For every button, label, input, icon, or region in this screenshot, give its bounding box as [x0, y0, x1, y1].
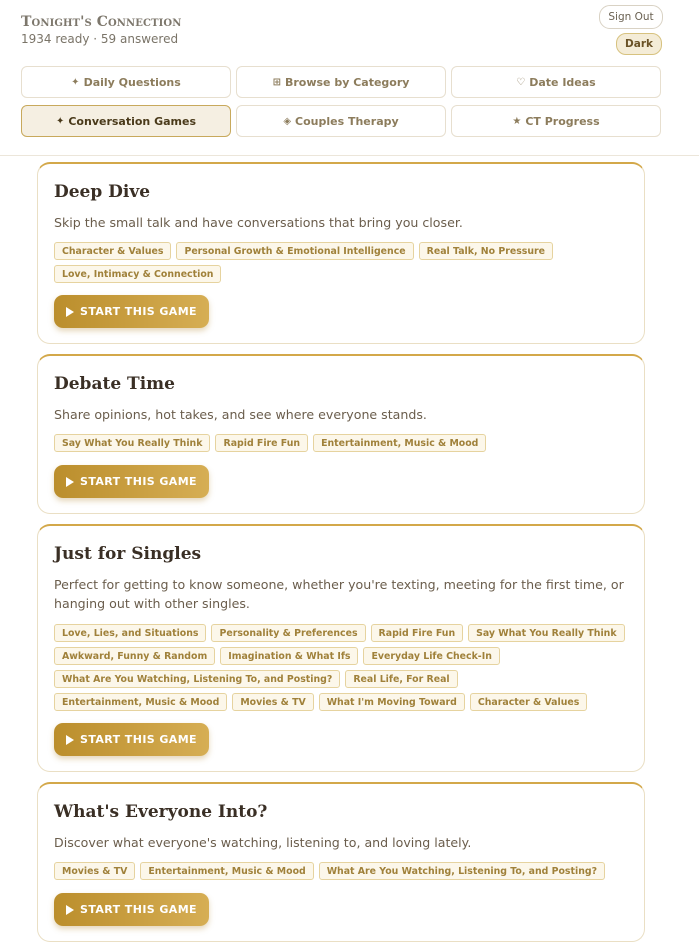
game-title: Just for Singles	[54, 544, 202, 564]
tab-conversation-games[interactable]	[21, 105, 231, 137]
tag-list	[54, 862, 630, 880]
game-card-whats-everyone-into	[37, 782, 645, 942]
category-tag: Rapid Fire Fun	[371, 624, 464, 642]
category-tag: Everyday Life Check-In	[363, 647, 499, 665]
game-description: Perfect for getting to know someone, whether you're texting, meeting for the first time, or hanging out with other singles.	[54, 577, 624, 611]
start-button-label: START THIS GAME	[80, 305, 197, 318]
category-tag: Movies & TV	[54, 862, 135, 880]
tag-list	[54, 624, 630, 711]
sparkle-icon: ✦	[71, 76, 80, 88]
brand	[21, 14, 181, 46]
tab-daily-questions[interactable]	[21, 66, 231, 98]
category-tag: Real Life, For Real	[345, 670, 457, 688]
start-game-button[interactable]	[54, 465, 209, 498]
star-icon: ★	[512, 115, 522, 127]
sign-out-button[interactable]: Sign Out	[599, 5, 663, 29]
game-description: Skip the small talk and have conversations that bring you closer.	[54, 215, 463, 230]
category-tag: Movies & TV	[232, 693, 313, 711]
app-stats: 1934 ready · 59 answered	[21, 32, 179, 46]
diamond-icon: ◈	[283, 115, 292, 127]
category-tag: Character & Values	[470, 693, 587, 711]
game-title: Debate Time	[54, 374, 175, 394]
app-title: Tonight's Connection	[21, 14, 182, 30]
game-title: Deep Dive	[54, 182, 151, 202]
tab-label: CT Progress	[525, 114, 600, 128]
category-tag: Entertainment, Music & Mood	[140, 862, 313, 880]
tab-browse-by-category[interactable]	[236, 66, 446, 98]
category-tag: Imagination & What Ifs	[220, 647, 358, 665]
category-tag: Love, Lies, and Situations	[54, 624, 206, 642]
category-tag: What Are You Watching, Listening To, and Posting?	[54, 670, 340, 688]
sparkle-icon: ✦	[55, 115, 65, 127]
tab-label: Couples Therapy	[295, 114, 399, 128]
category-tag: Personality & Preferences	[211, 624, 365, 642]
game-description: Share opinions, hot takes, and see where everyone stands.	[54, 407, 427, 422]
dark-mode-toggle[interactable]: Dark	[616, 33, 662, 55]
play-icon	[66, 735, 74, 745]
category-tag: What Are You Watching, Listening To, and Posting?	[319, 862, 605, 880]
play-icon	[66, 307, 74, 317]
category-tag: Entertainment, Music & Mood	[313, 434, 486, 452]
tab-couples-therapy[interactable]	[236, 105, 446, 137]
tab-label: Date Ideas	[529, 75, 596, 89]
game-title: What's Everyone Into?	[54, 802, 268, 822]
game-description: Discover what everyone's watching, listening to, and loving lately.	[54, 835, 472, 850]
category-tag: Say What You Really Think	[468, 624, 624, 642]
category-tag: Character & Values	[54, 242, 171, 260]
heart-icon: ♡	[516, 76, 526, 88]
category-tag: Rapid Fire Fun	[215, 434, 308, 452]
category-tag: Personal Growth & Emotional Intelligence	[176, 242, 413, 260]
tab-label: Conversation Games	[68, 114, 197, 128]
play-icon	[66, 477, 74, 487]
category-tag: Say What You Really Think	[54, 434, 210, 452]
tab-label: Daily Questions	[83, 75, 181, 89]
app-header	[0, 0, 699, 156]
category-tag: Entertainment, Music & Mood	[54, 693, 227, 711]
tab-ct-progress[interactable]	[451, 105, 661, 137]
tab-date-ideas[interactable]	[451, 66, 661, 98]
tab-label: Browse by Category	[284, 75, 410, 89]
start-button-label: START THIS GAME	[80, 475, 197, 488]
grid-icon: ⊞	[272, 76, 281, 88]
category-tag: Love, Intimacy & Connection	[54, 265, 221, 283]
tag-list	[54, 242, 630, 283]
category-tag: What I'm Moving Toward	[319, 693, 465, 711]
start-button-label: START THIS GAME	[80, 903, 197, 916]
game-card-deep-dive	[37, 162, 645, 344]
category-tag: Real Talk, No Pressure	[419, 242, 553, 260]
start-button-label: START THIS GAME	[80, 733, 197, 746]
game-card-just-for-singles	[37, 524, 645, 772]
category-tag: Awkward, Funny & Random	[54, 647, 215, 665]
start-game-button[interactable]	[54, 295, 209, 328]
game-card-debate-time	[37, 354, 645, 514]
start-game-button[interactable]	[54, 893, 209, 926]
start-game-button[interactable]	[54, 723, 209, 756]
tag-list	[54, 434, 630, 452]
play-icon	[66, 905, 74, 915]
